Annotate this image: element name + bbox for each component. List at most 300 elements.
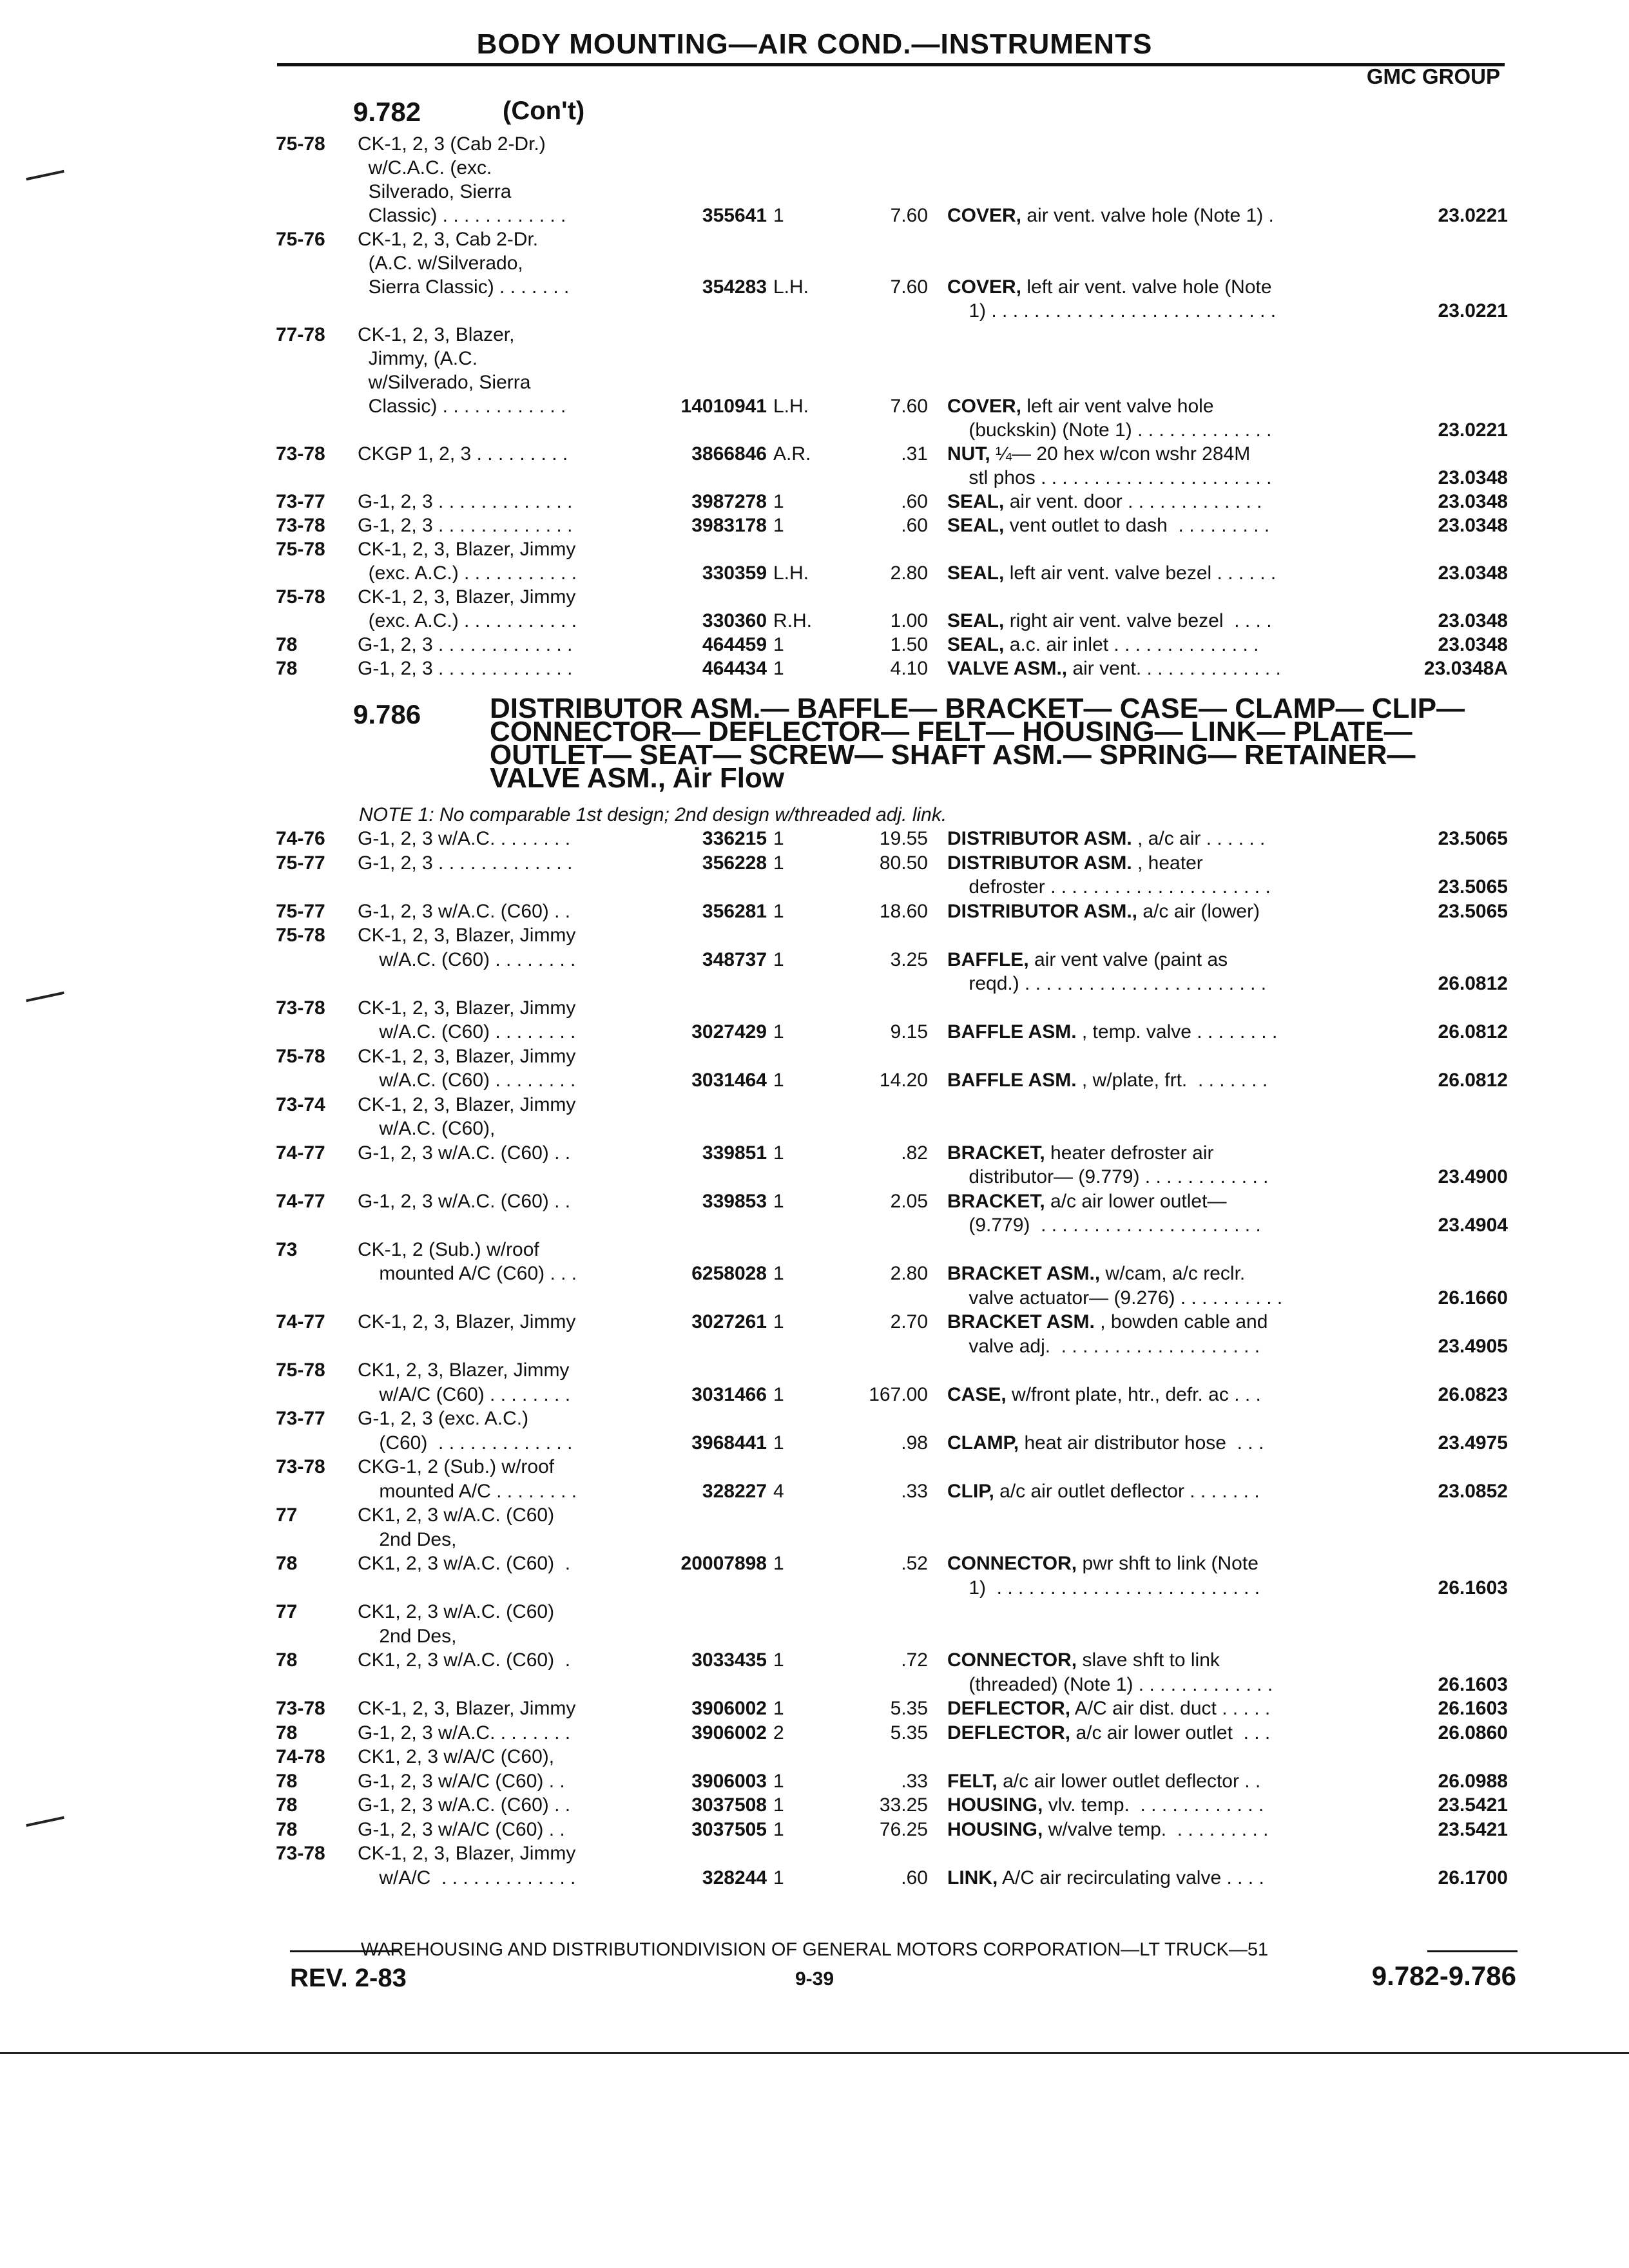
class-number: 26.0812 (1438, 1021, 1508, 1043)
application: CK-1, 2, 3, Blazer, Jimmy (358, 925, 576, 946)
model-year: 78 (276, 658, 298, 679)
class-number: 23.0348 (1438, 610, 1508, 631)
class-number: 26.1700 (1438, 1867, 1508, 1888)
part-number: 328227 (702, 1480, 767, 1502)
description (947, 1213, 1261, 1237)
description (947, 899, 1260, 923)
description (947, 442, 1250, 466)
description-text: A/C air recirculating valve . . . . (998, 1867, 1264, 1888)
application: G-1, 2, 3 w/A.C. (C60) . . (358, 1190, 571, 1212)
application: Classic) . . . . . . . . . . . . (358, 205, 566, 226)
application: CK-1, 2, 3, Blazer, Jimmy (358, 1843, 576, 1864)
description-text: , a/c air . . . . . . (1132, 828, 1266, 849)
quantity: 1 (773, 1383, 784, 1405)
model-year: 73-78 (276, 1698, 325, 1719)
description-text: defroster . . . . . . . . . . . . . . . . . . . . . (947, 876, 1271, 898)
description (947, 204, 1274, 227)
part-name: SEAL, (947, 491, 1005, 512)
class-number: 26.1603 (1438, 1673, 1508, 1695)
description (947, 418, 1271, 442)
price: 4.10 (890, 658, 928, 679)
price: 7.60 (890, 396, 928, 417)
application: G-1, 2, 3 w/A.C. . . . . . . . (358, 828, 571, 849)
price: 2.80 (890, 562, 928, 584)
class-number: 26.0988 (1438, 1770, 1508, 1792)
model-year: 74-77 (276, 1142, 325, 1164)
application: CK-1, 2, 3, Blazer, Jimmy (358, 586, 576, 608)
description-text: (buckskin) (Note 1) . . . . . . . . . . . . . (947, 419, 1272, 441)
class-number: 26.0812 (1438, 1070, 1508, 1091)
section-title-line: OUTLET— SEAT— SCREW— SHAFT ASM.— SPRING— RETAINER— (490, 739, 1416, 771)
application: (A.C. w/Silverado, (358, 253, 523, 274)
price: 18.60 (879, 900, 928, 922)
part-number: 3968441 (691, 1432, 767, 1454)
binder-hole-mark (26, 1816, 64, 1827)
part-name: COVER, (947, 276, 1022, 298)
quantity: L.H. (773, 276, 809, 298)
model-year: 78 (276, 634, 298, 655)
description-text: , temp. valve . . . . . . . . (1076, 1021, 1278, 1043)
price: 9.15 (890, 1021, 928, 1043)
page-number: 9-39 (795, 1968, 834, 1990)
part-name: BAFFLE ASM. (947, 1070, 1077, 1091)
price: 80.50 (879, 852, 928, 874)
part-name: DEFLECTOR, (947, 1698, 1071, 1719)
model-year: 73-77 (276, 491, 325, 512)
application: G-1, 2, 3 w/A.C. (C60) . . (358, 900, 571, 922)
description (947, 1068, 1268, 1092)
description (947, 1552, 1258, 1575)
quantity: 1 (773, 1311, 784, 1332)
model-year: 75-78 (276, 925, 325, 946)
description-text: stl phos . . . . . . . . . . . . . . . . . . . . . . (947, 467, 1272, 488)
part-number: 20007898 (680, 1553, 767, 1574)
part-name: SEAL, (947, 610, 1005, 631)
description-text: heater defroster air (1045, 1142, 1214, 1164)
description (947, 514, 1269, 537)
description-text: w/valve temp. . . . . . . . . . (1043, 1818, 1269, 1840)
part-number: 3906002 (691, 1722, 767, 1744)
application: w/A.C. (C60) . . . . . . . . (358, 948, 576, 970)
header-rule (277, 63, 1505, 66)
quantity: 1 (773, 1190, 784, 1212)
description-text: , heater (1132, 852, 1203, 874)
part-number: 356228 (702, 852, 767, 874)
description (947, 633, 1258, 657)
part-name: COVER, (947, 396, 1022, 417)
part-number: 3037505 (691, 1818, 767, 1840)
footer-text: WAREHOUSING AND DISTRIBUTIONDIVISION OF GENERAL MOTORS CORPORATION—LT TRUCK—51 (360, 1939, 1269, 1960)
description-text: a/c air lower outlet . . . (1070, 1722, 1271, 1744)
application: (exc. A.C.) . . . . . . . . . . . (358, 562, 577, 584)
description (947, 948, 1228, 972)
description-text: left air vent. valve bezel . . . . . . (1004, 562, 1277, 584)
application: w/A.C. (C60), (358, 1118, 496, 1139)
model-year: 75-78 (276, 539, 325, 560)
description-text: right air vent. valve bezel . . . . (1004, 610, 1272, 631)
part-name: COVER, (947, 205, 1022, 226)
part-name: CLAMP, (947, 1432, 1019, 1454)
description (947, 1383, 1261, 1407)
description (947, 1262, 1245, 1285)
model-year: 77 (276, 1601, 298, 1622)
price: .72 (901, 1649, 928, 1671)
description (947, 657, 1281, 680)
class-number: 23.4975 (1438, 1432, 1508, 1454)
class-number: 26.1603 (1438, 1577, 1508, 1599)
description (947, 1793, 1264, 1817)
description-text: A/C air dist. duct . . . . . (1070, 1698, 1271, 1719)
application: G-1, 2, 3 (exc. A.C.) (358, 1408, 529, 1429)
description (947, 1020, 1277, 1044)
part-number: 3031464 (691, 1070, 767, 1091)
application: (exc. A.C.) . . . . . . . . . . . (358, 610, 577, 631)
price: .60 (901, 1867, 928, 1888)
part-number: 464434 (702, 658, 767, 679)
quantity: 1 (773, 1553, 784, 1574)
price: 76.25 (879, 1818, 928, 1840)
model-year: 73-78 (276, 997, 325, 1019)
description (947, 875, 1271, 899)
part-name: FELT, (947, 1770, 998, 1792)
class-number: 26.1603 (1438, 1698, 1508, 1719)
part-name: HOUSING, (947, 1818, 1043, 1840)
part-name: BRACKET, (947, 1190, 1045, 1212)
part-name: VALVE ASM., (947, 658, 1068, 679)
quantity: 1 (773, 205, 784, 226)
description-text: a.c. air inlet . . . . . . . . . . . . . . (1004, 634, 1259, 655)
part-name: HOUSING, (947, 1794, 1043, 1816)
price: 14.20 (879, 1070, 928, 1091)
class-number: 23.0221 (1438, 300, 1508, 322)
quantity: 1 (773, 1263, 784, 1284)
quantity: 1 (773, 1770, 784, 1792)
description-text: a/c air outlet deflector . . . . . . . (994, 1480, 1260, 1502)
part-number: 3031466 (691, 1383, 767, 1405)
class-number: 23.5065 (1438, 900, 1508, 922)
price: 19.55 (879, 828, 928, 849)
quantity: 1 (773, 1070, 784, 1091)
part-name: DISTRIBUTOR ASM., (947, 900, 1138, 922)
description-text: distributor— (9.779) . . . . . . . . . . . . (947, 1166, 1269, 1187)
section-title-line: CONNECTOR— DEFLECTOR— FELT— HOUSING— LINK— PLATE— (490, 716, 1412, 747)
model-year: 75-78 (276, 1360, 325, 1381)
application: Classic) . . . . . . . . . . . . (358, 396, 566, 417)
application: G-1, 2, 3 w/A.C. (C60) . . (358, 1142, 571, 1164)
part-name: CLIP, (947, 1480, 994, 1502)
application: G-1, 2, 3 w/A.C. (C60) . . (358, 1794, 571, 1816)
description-text: a/c air lower outlet deflector . . (997, 1770, 1261, 1792)
description (947, 1866, 1264, 1890)
model-year: 75-77 (276, 852, 325, 874)
quantity: 1 (773, 1867, 784, 1888)
description-text: w/cam, a/c reclr. (1100, 1263, 1246, 1284)
application: G-1, 2, 3 . . . . . . . . . . . . . (358, 491, 573, 512)
footer-rule-right (1427, 1950, 1518, 1952)
part-name: CONNECTOR, (947, 1553, 1077, 1574)
application: CK-1, 2, 3, Blazer, Jimmy (358, 1698, 576, 1719)
model-year: 73-78 (276, 1456, 325, 1477)
application: CK1, 2, 3 w/A.C. (C60) (358, 1504, 555, 1526)
model-year: 74-78 (276, 1746, 325, 1767)
price: 2.70 (890, 1311, 928, 1332)
description (947, 827, 1265, 850)
quantity: 1 (773, 1021, 784, 1043)
description-text: a/c air (lower) (1137, 900, 1260, 922)
class-number: 23.5421 (1438, 1794, 1508, 1816)
application: Silverado, Sierra (358, 181, 512, 202)
description-text: pwr shft to link (Note (1077, 1553, 1258, 1574)
price: .33 (901, 1480, 928, 1502)
description (947, 1696, 1270, 1720)
part-number: 3906003 (691, 1770, 767, 1792)
description (947, 1479, 1260, 1503)
model-year: 78 (276, 1794, 298, 1816)
description-text: ¼— 20 hex w/con wshr 284M (990, 443, 1251, 465)
part-number: 3033435 (691, 1649, 767, 1671)
application: CK-1, 2, 3, Cab 2-Dr. (358, 229, 539, 250)
model-year: 75-78 (276, 1045, 325, 1067)
class-number: 23.4904 (1438, 1215, 1508, 1236)
price: 33.25 (879, 1794, 928, 1816)
binder-hole-mark (26, 992, 64, 1002)
class-number: 23.4900 (1438, 1166, 1508, 1187)
description (947, 1165, 1269, 1189)
part-name: SEAL, (947, 634, 1005, 655)
part-name: LINK, (947, 1867, 998, 1888)
application: G-1, 2, 3 w/A.C. . . . . . . . (358, 1722, 571, 1744)
part-number: 339851 (702, 1142, 767, 1164)
description-text: 1) . . . . . . . . . . . . . . . . . . . . . . . . . . . (947, 300, 1277, 322)
quantity: 1 (773, 1142, 784, 1164)
class-number: 23.0852 (1438, 1480, 1508, 1502)
description-text: left air vent. valve hole (Note (1021, 276, 1272, 298)
application: CK-1, 2 (Sub.) w/roof (358, 1238, 539, 1260)
application: w/A.C. (C60) . . . . . . . . (358, 1070, 576, 1091)
price: .31 (901, 443, 928, 465)
description-text: vlv. temp. . . . . . . . . . . . . (1043, 1794, 1264, 1816)
application: CKG-1, 2 (Sub.) w/roof (358, 1456, 555, 1477)
quantity: 2 (773, 1722, 784, 1744)
quantity: 1 (773, 1649, 784, 1671)
quantity: A.R. (773, 443, 811, 465)
description (947, 561, 1276, 585)
quantity: 1 (773, 1818, 784, 1840)
description-text: air vent. . . . . . . . . . . . . . (1067, 658, 1281, 679)
model-year: 78 (276, 1649, 298, 1671)
section-range: 9.782-9.786 (1371, 1961, 1516, 1991)
part-name: SEAL, (947, 562, 1005, 584)
description-text: slave shft to link (1077, 1649, 1220, 1671)
description (947, 1721, 1270, 1745)
price: 167.00 (869, 1383, 928, 1405)
price: .33 (901, 1770, 928, 1792)
application: CK1, 2, 3, Blazer, Jimmy (358, 1360, 570, 1381)
part-number: 354283 (702, 276, 767, 298)
part-number: 3906002 (691, 1698, 767, 1719)
price: 3.25 (890, 948, 928, 970)
price: .60 (901, 491, 928, 512)
model-year: 77-78 (276, 324, 325, 345)
part-number: 348737 (702, 948, 767, 970)
class-number: 23.5065 (1438, 828, 1508, 849)
description-text: heat air distributor hose . . . (1019, 1432, 1264, 1454)
application: CK1, 2, 3 w/A.C. (C60) . (358, 1649, 571, 1671)
model-year: 73 (276, 1238, 298, 1260)
section-title-line: DISTRIBUTOR ASM.— BAFFLE— BRACKET— CASE— CLAMP— CLIP— (490, 693, 1465, 724)
quantity: 1 (773, 1794, 784, 1816)
section-number: 9.782 (353, 97, 421, 127)
description (947, 609, 1272, 633)
quantity: 1 (773, 900, 784, 922)
part-name: DISTRIBUTOR ASM. (947, 852, 1132, 874)
model-year: 78 (276, 1722, 298, 1744)
description-text: vent outlet to dash . . . . . . . . . (1004, 515, 1270, 536)
price: 1.50 (890, 634, 928, 655)
part-name: BRACKET ASM., (947, 1263, 1101, 1284)
quantity: R.H. (773, 610, 812, 631)
model-year: 73-78 (276, 515, 325, 536)
part-number: 3027261 (691, 1311, 767, 1332)
group-label: GMC GROUP (1366, 64, 1500, 88)
description (947, 394, 1214, 418)
revision-label: REV. 2-83 (290, 1964, 407, 1992)
description (947, 1334, 1260, 1358)
section-number: 9.786 (353, 699, 421, 729)
application: CK-1, 2, 3, Blazer, Jimmy (358, 539, 576, 560)
part-number: 356281 (702, 900, 767, 922)
application: mounted A/C (C60) . . . (358, 1263, 577, 1284)
application: 2nd Des, (358, 1528, 457, 1550)
price: 5.35 (890, 1698, 928, 1719)
description (947, 299, 1276, 323)
price: .82 (901, 1142, 928, 1164)
description (947, 1648, 1220, 1672)
application: G-1, 2, 3 w/A/C (C60) . . (358, 1818, 565, 1840)
description (947, 972, 1266, 995)
price: 7.60 (890, 205, 928, 226)
part-number: 3037508 (691, 1794, 767, 1816)
description (947, 1431, 1264, 1455)
application: CK1, 2, 3 w/A/C (C60), (358, 1746, 555, 1767)
application: CK-1, 2, 3, Blazer, Jimmy (358, 1093, 576, 1115)
application: CKGP 1, 2, 3 . . . . . . . . . (358, 443, 568, 465)
class-number: 23.0348 (1438, 467, 1508, 488)
quantity: 1 (773, 634, 784, 655)
section-title-line: VALVE ASM., Air Flow (490, 762, 785, 794)
application: w/A/C (C60) . . . . . . . . (358, 1383, 571, 1405)
part-name: BAFFLE, (947, 948, 1029, 970)
application: w/Silverado, Sierra (358, 372, 531, 393)
quantity: L.H. (773, 562, 809, 584)
class-number: 23.0221 (1438, 419, 1508, 441)
application: G-1, 2, 3 . . . . . . . . . . . . . (358, 515, 573, 536)
part-number: 464459 (702, 634, 767, 655)
description-text: air vent valve (paint as (1028, 948, 1228, 970)
application: w/C.A.C. (exc. (358, 157, 492, 178)
description-text: , bowden cable and (1094, 1311, 1268, 1332)
description (947, 490, 1262, 514)
part-number: 330359 (702, 562, 767, 584)
note-text: NOTE 1: No comparable 1st design; 2nd design w/threaded adj. link. (359, 804, 947, 825)
description (947, 851, 1203, 875)
application: G-1, 2, 3 . . . . . . . . . . . . . (358, 658, 573, 679)
model-year: 75-78 (276, 133, 325, 155)
price: 7.60 (890, 276, 928, 298)
model-year: 77 (276, 1504, 298, 1526)
price: .60 (901, 515, 928, 536)
class-number: 26.0860 (1438, 1722, 1508, 1744)
description (947, 1310, 1268, 1334)
price: 5.35 (890, 1722, 928, 1744)
model-year: 73-77 (276, 1408, 325, 1429)
class-number: 23.0348 (1438, 562, 1508, 584)
model-year: 74-77 (276, 1311, 325, 1332)
description-text: (9.779) . . . . . . . . . . . . . . . . . . . . . (947, 1215, 1261, 1236)
part-name: SEAL, (947, 515, 1005, 536)
model-year: 73-78 (276, 443, 325, 465)
quantity: 1 (773, 1698, 784, 1719)
description-text: , w/plate, frt. . . . . . . . (1076, 1070, 1268, 1091)
part-name: DISTRIBUTOR ASM. (947, 828, 1132, 849)
quantity: 1 (773, 828, 784, 849)
description-text: reqd.) . . . . . . . . . . . . . . . . . . . . . . . (947, 973, 1267, 994)
part-name: BAFFLE ASM. (947, 1021, 1077, 1043)
quantity: 4 (773, 1480, 784, 1502)
part-number: 3866846 (691, 443, 767, 465)
part-number: 336215 (702, 828, 767, 849)
description (947, 1673, 1273, 1696)
price: 1.00 (890, 610, 928, 631)
page-title: BODY MOUNTING—AIR COND.—INSTRUMENTS (476, 28, 1153, 60)
description (947, 1141, 1213, 1165)
model-year: 78 (276, 1770, 298, 1792)
description-text: valve actuator— (9.276) . . . . . . . . . . (947, 1287, 1283, 1309)
application: CK-1, 2, 3, Blazer, Jimmy (358, 997, 576, 1019)
page-edge-rule (0, 2052, 1629, 2054)
application: (C60) . . . . . . . . . . . . . (358, 1432, 573, 1454)
description-text: valve adj. . . . . . . . . . . . . . . . . . . . (947, 1335, 1260, 1357)
class-number: 23.0348 (1438, 491, 1508, 512)
binder-hole-mark (26, 170, 64, 180)
class-number: 23.5421 (1438, 1818, 1508, 1840)
description-text: w/front plate, htr., defr. ac . . . (1006, 1383, 1261, 1405)
application: CK-1, 2, 3 (Cab 2-Dr.) (358, 133, 546, 155)
class-number: 26.0812 (1438, 973, 1508, 994)
part-number: 3987278 (691, 491, 767, 512)
description (947, 1189, 1226, 1213)
class-number: 23.4905 (1438, 1335, 1508, 1357)
model-year: 74-76 (276, 828, 325, 849)
application: CK-1, 2, 3, Blazer, (358, 324, 515, 345)
description-text: (threaded) (Note 1) . . . . . . . . . . . . . (947, 1673, 1273, 1695)
application: CK-1, 2, 3, Blazer, Jimmy (358, 1311, 576, 1332)
application: CK1, 2, 3 w/A.C. (C60) . (358, 1553, 571, 1574)
application: G-1, 2, 3 w/A/C (C60) . . (358, 1770, 565, 1792)
part-name: BRACKET, (947, 1142, 1045, 1164)
application: 2nd Des, (358, 1625, 457, 1647)
description-text: air vent. valve hole (Note 1) . (1021, 205, 1274, 226)
description (947, 466, 1271, 490)
application: w/A.C. (C60) . . . . . . . . (358, 1021, 576, 1043)
model-year: 73-74 (276, 1093, 325, 1115)
quantity: 1 (773, 852, 784, 874)
model-year: 78 (276, 1553, 298, 1574)
part-name: BRACKET ASM. (947, 1311, 1095, 1332)
part-number: 6258028 (691, 1263, 767, 1284)
class-number: 23.0221 (1438, 205, 1508, 226)
description (947, 275, 1272, 299)
